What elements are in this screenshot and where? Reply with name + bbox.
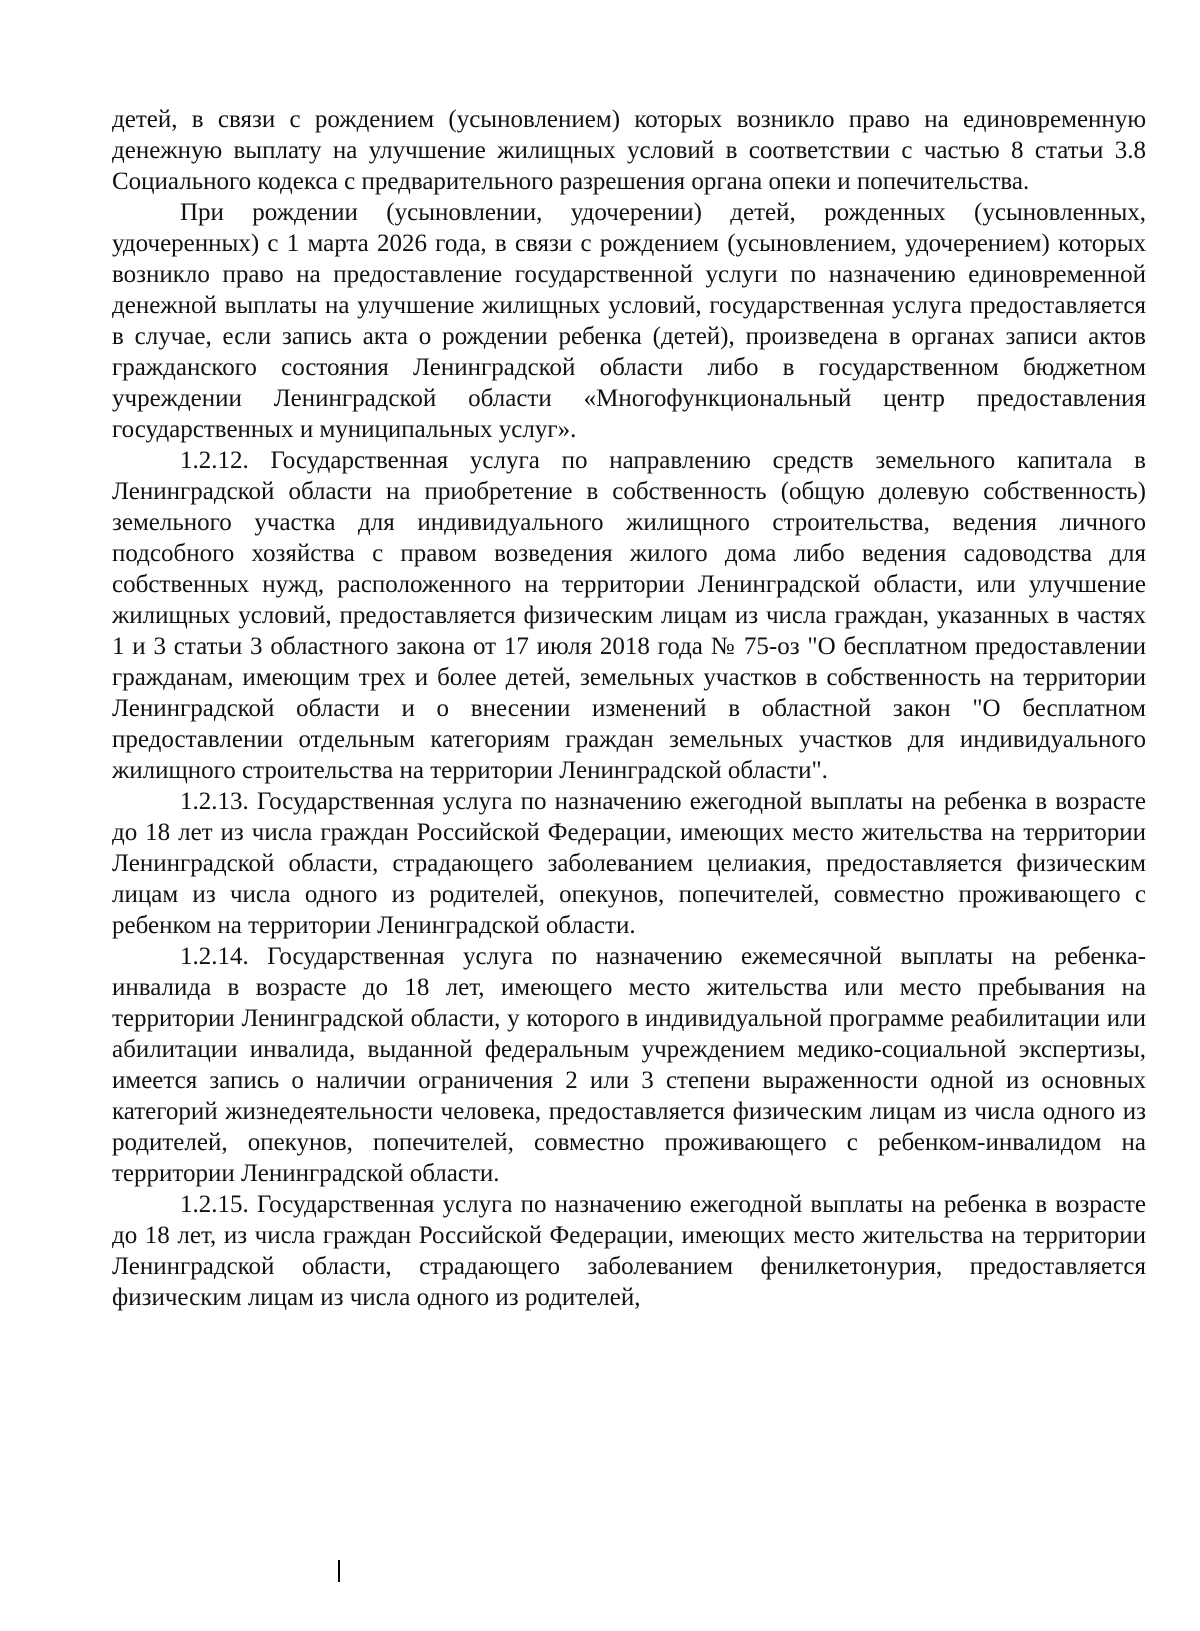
scan-speck <box>338 1560 340 1582</box>
paragraph-1-2-13: 1.2.13. Государственная услуга по назначению ежегодной выплаты на ребенка в возрасте до 18 лет из числа граждан Российской Федерации, имеющих место жительства на территории Ленинградской области, страдающего заболеванием целиакия, предоставляется физическим лицам из числа одного из родителей, опекунов, попечителей, совместно проживающего с ребенком на территории Ленинградской области. <box>112 788 1146 939</box>
paragraph-birth-adoption-condition: При рождении (усыновлении, удочерении) детей, рожденных (усыновленных, удочеренных) с 1 марта 2026 года, в связи с рождением (усыновлением, удочерением) которых возникло право на предоставление государственной услуги по назначению единовременной денежной выплаты на улучшение жилищных условий, государственная услуга предоставляется в случае, если запись акта о рождении ребенка (детей), произведена в органах записи актов гражданского состояния Ленинградской области либо в государственном бюджетном учреждении Ленинградской области «Многофункциональный центр предоставления государственных и муниципальных услуг». <box>112 199 1146 443</box>
paragraph-continuation: детей, в связи с рождением (усыновлением) которых возникло право на единовременную денежную выплату на улучшение жилищных условий в соответствии с частью 8 статьи 3.8 Социального кодекса с предварительного разрешения органа опеки и попечительства. <box>112 106 1146 195</box>
paragraph-1-2-15: 1.2.15. Государственная услуга по назначению ежегодной выплаты на ребенка в возрасте до 18 лет, из числа граждан Российской Федерации, имеющих место жительства на территории Ленинградской области, страдающего заболеванием фенилкетонурия, предоставляется физическим лицам из числа одного из родителей, <box>112 1191 1146 1311</box>
paragraph-1-2-14: 1.2.14. Государственная услуга по назначению ежемесячной выплаты на ребенка-инвалида в возрасте до 18 лет, имеющего место жительства или место пребывания на территории Ленинградской области, у которого в индивидуальной программе реабилитации или абилитации инвалида, выданной федеральным учреждением медико-социальной экспертизы, имеется запись о наличии ограничения 2 или 3 степени выраженности одной из основных категорий жизнедеятельности человека, предоставляется физическим лицам из числа одного из родителей, опекунов, попечителей, совместно проживающего с ребенком-инвалидом на территории Ленинградской области. <box>112 943 1146 1187</box>
paragraph-1-2-12: 1.2.12. Государственная услуга по направлению средств земельного капитала в Ленинградской области на приобретение в собственность (общую долевую собственность) земельного участка для индивидуального жилищного строительства, ведения личного подсобного хозяйства с правом возведения жилого дома либо ведения садоводства для собственных нужд, расположенного на территории Ленинградской области, или улучшение жилищных условий, предоставляется физическим лицам из числа граждан, указанных в частях 1 и 3 статьи 3 областного закона от 17 июля 2018 года № 75-оз "О бесплатном предоставлении гражданам, имеющим трех и более детей, земельных участков в собственность на территории Ленинградской области и о внесении изменений в областной закон "О бесплатном предоставлении отдельным категориям граждан земельных участков для индивидуального жилищного строительства на территории Ленинградской области". <box>112 447 1146 784</box>
document-body <box>112 104 1146 1313</box>
